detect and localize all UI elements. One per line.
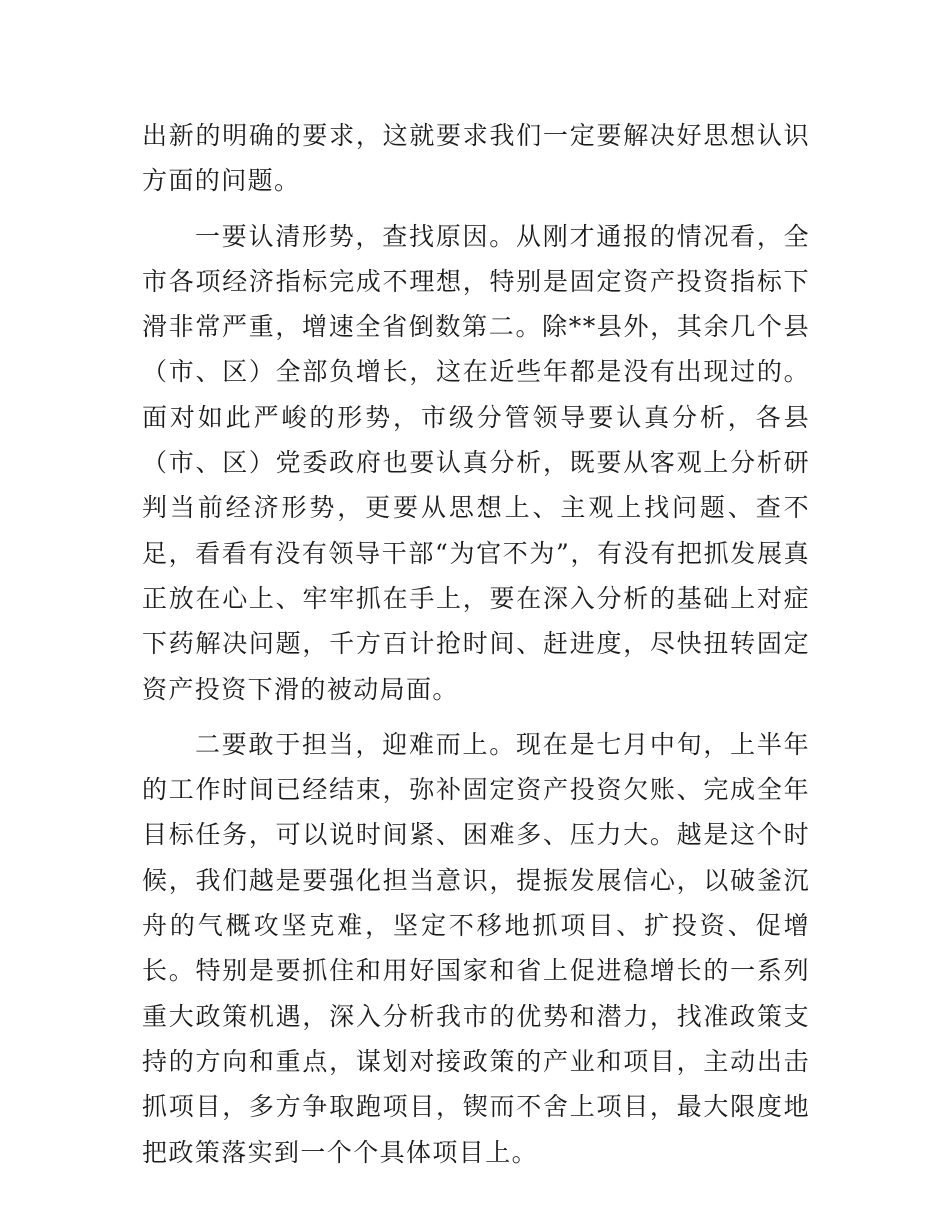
paragraph-situation-analysis: 一要认清形势，查找原因。从刚才通报的情况看，全市各项经济指标完成不理想，特别是固定资产投资指标下滑非常严重，增速全省倒数第二。除**县外，其余几个县（市、区）全部负增长，这在近些年都是没有出现过的。面对如此严峻的形势，市级分管领导要认真分析，各县（市、区）党委政府也要认真分析，既要从客观上分析研判当前经济形势，更要从思想上、主观上找问题、查不足，看看有没有领导干部“为官不为”，有没有把抓发展真正放在心上、牢牢抓在手上，要在深入分析的基础上对症下药解决问题，千方百计抢时间、赶进度，尽快扭转固定资产投资下滑的被动局面。 bbox=[142, 221, 810, 704]
document-body bbox=[142, 113, 810, 1185]
paragraph-continuation: 出新的明确的要求，这就要求我们一定要解决好思想认识方面的问题。 bbox=[142, 121, 810, 196]
paragraph-take-responsibility: 二要敢于担当，迎难而上。现在是七月中旬，上半年的工作时间已经结束，弥补固定资产投资欠账、完成全年目标任务，可以说时间紧、困难多、压力大。越是这个时候，我们越是要强化担当意识，提振发展信心，以破釜沉舟的气概攻坚克难，坚定不移地抓项目、扩投资、促增长。特别是要抓住和用好国家和省上促进稳增长的一系列重大政策机遇，深入分析我市的优势和潜力，找准政策支持的方向和重点，谋划对接政策的产业和项目，主动出击抓项目，多方争取跑项目，锲而不舍上项目，最大限度地把政策落实到一个个具体项目上。 bbox=[142, 729, 810, 1167]
